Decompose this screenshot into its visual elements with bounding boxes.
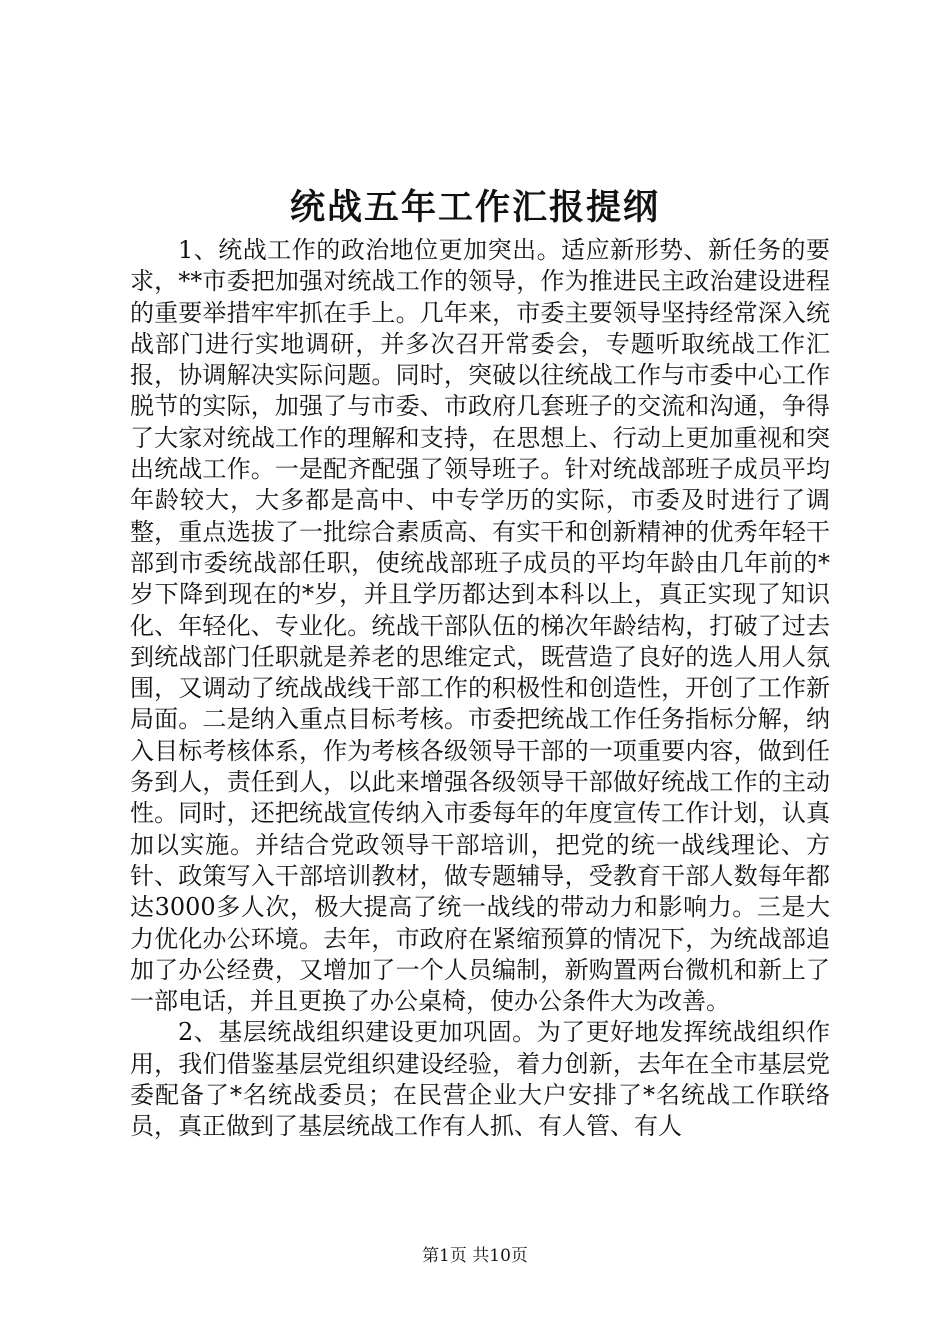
document-body [130, 235, 830, 1143]
document-title: 统战五年工作汇报提纲 [289, 188, 660, 228]
page-footer [0, 1244, 950, 1268]
paragraph-1: 1、统战工作的政治地位更加突出。适应新形势、新任务的要求，**市委把加强对统战工作的领导，作为推进民主政治建设进程的重要举措牢牢抓在手上。几年来，市委主要领导坚持经常深入统战部门进行实地调研，并多次召开常委会，专题听取统战工作汇报，协调解决实际问题。同时，突破以往统战工作与市委中心工作脱节的实际，加强了与市委、市政府几套班子的交流和沟通，争得了大家对统战工作的理解和支持，在思想上、行动上更加重视和突出统战工作。一是配齐配强了领导班子。针对统战部班子成员平均年龄较大，大多都是高中、中专学历的实际，市委及时进行了调整，重点选拔了一批综合素质高、有实干和创新精神的优秀年轻干部到市委统战部任职，使统战部班子成员的平均年龄由几年前的*岁下降到现在的*岁，并且学历都达到本科以上，真正实现了知识化、年轻化、专业化。统战干部队伍的梯次年龄结构，打破了过去到统战部门任职就是养老的思维定式，既营造了良好的选人用人氛围，又调动了统战战线干部工作的积极性和创造性，开创了工作新局面。二是纳入重点目标考核。市委把统战工作任务指标分解，纳入目标考核体系，作为考核各级领导干部的一项重要内容，做到任务到人，责任到人，以此来增强各级领导干部做好统战工作的主动性。同时，还把统战宣传纳入市委每年的年度宣传工作计划，认真加以实施。并结合党政领导干部培训，把党的统一战线理论、方针、政策写入干部培训教材，做专题辅导，受教育干部人数每年都达3000多人次，极大提高了统一战线的带动力和影响力。三是大力优化办公环境。去年，市政府在紧缩预算的情况下，为统战部追加了办公经费，又增加了一个人员编制，新购置两台微机和新上了一部电话，并且更换了办公桌椅，使办公条件大为改善。 [130, 236, 830, 1016]
page-number: 第1页 [422, 1246, 467, 1266]
paragraph-2: 2、基层统战组织建设更加巩固。为了更好地发挥统战组织作用，我们借鉴基层党组织建设经验，着力创新，去年在全市基层党委配备了*名统战委员；在民营企业大户安排了*名统战工作联络员，真正做到了基层统战工作有人抓、有人管、有人 [130, 1018, 830, 1141]
page-total: 共10页 [472, 1246, 528, 1266]
